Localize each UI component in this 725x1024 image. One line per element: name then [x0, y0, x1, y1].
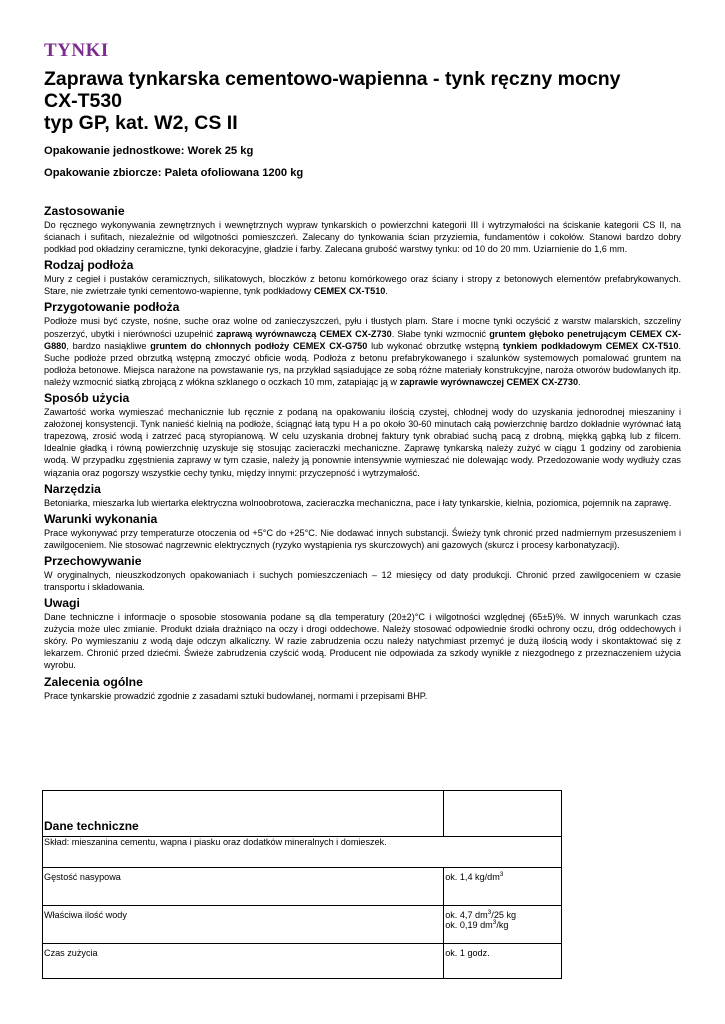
table-header-cell: [43, 791, 444, 837]
category-label: TYNKI: [44, 40, 109, 61]
row-value-density: ok. 1,4 $kg/dm^3$: [444, 868, 562, 906]
section-heading-uwagi: Uwagi: [44, 596, 80, 611]
section-heading-przechowywanie: Przechowywanie: [44, 553, 142, 568]
table-title: Dane techniczne: [44, 819, 139, 833]
section-text-przygotowanie: Podłoże musi być czyste, nośne, suche oraz wolne od zanieczyszczeń, pyłu i tłustych plam. Stare i mocne tynki oczyścić z warstw malarskich, szczeliny poszerzyć, ubytki i nierówności uzupełnić zaprawą wyrównawczą CEMEX CX-Z730. Słabe tynki wzmocnić gruntem głęboko penetrującym CEMEX CX-G880, bardzo nasiąkliwe gruntem do chłonnych podłoży CEMEX CX-G750 lub wykonać obrzutkę wstępną tynkiem podkładowym CEMEX CX-T510. Suche podłoże przed obrzutką wstępną zmoczyć obficie wodą. Podłoża z betonu prefabrykowanego i szalunków systemowych pomalować gruntem na podłoża betonowe. Miejsca narażone na powstawanie rys, na przykład sąsiadujące ze sobą różne materiały konstrukcyjne, naroża otworów budowlanych itp. należy wzmocnić siatką zbrojącą z włókna szklanego o oczkach 10 mm, zatapiając ją w zaprawie wyrównawczej CEMEX CX-Z730.: [44, 316, 682, 387]
table-row: [43, 837, 562, 868]
section-heading-sposob: Sposób użycia: [44, 391, 130, 406]
section-text-narzedzia: Betoniarka, mieszarka lub wiertarka elektryczna wolnoobrotowa, zacieraczka mechaniczna, pace i łaty tynkarskie, kielnia, poziomica, pojemnik na zaprawę.: [44, 497, 672, 508]
section-text-sposob: Zawartość worka wymieszać mechanicznie lub ręcznie z podaną na opakowaniu ilością czystej, chłodnej wody do uzyskania jednorodnej mieszaniny i założonej konsystencji. Tynk nanieść kielnią na podłoże, ściągnąć łatą typu H a po około 30-60 minutach całą powierzchnię bardzo dokładnie wyrównać łatą trapezową, zrosić wodą i zatrzeć pacą styropianową. W celu uzyskania drobnej faktury tynk obrabiać suchą pacą z drobną, miękką gąbką lub z filcem. Idealnie gładką i równą powierzchnię uzyskuje się stosując zacieraczki mechaniczne. Zaprawę tynkarską należy zużyć w ciągu 1 godziny od zarobienia wodą. W przypadku zgęstnienia zaprawy w tym czasie, należy ją ponownie intensywnie wymieszać nie dolewając wody. Przedozowanie wody wydłuży czas wiązania oraz pogorszy wszystkie cechy tynku, między innymi: przyczepność i wytrzymałość.: [44, 407, 681, 478]
section-text-rodzaj: Mury z cegieł i pustaków ceramicznych, silikatowych, bloczków z betonu komórkowego oraz ściany i stropy z betonowych elementów prefabrykowanych. Stare, nie zwietrzałe tynki cementowo-wapienne, tynk podkładowy CEMEX CX-T510.: [44, 274, 681, 297]
section-heading-narzedzia: Narzędzia: [44, 481, 101, 496]
table-row: [43, 868, 562, 906]
section-text-przechowywanie: W oryginalnych, nieuszkodzonych opakowaniach i suchych pomieszczeniach – 12 miesięcy od daty produkcji. Chronić przed zawilgoceniem w czasie transportu i składowania.: [44, 569, 681, 592]
section-heading-przygotowanie: Przygotowanie podłoża: [44, 300, 180, 315]
section-text-zastosowanie: Do ręcznego wykonywania zewnętrznych i wewnętrznych wypraw tynkarskich o powierzchni kategorii III i wytrzymałości na ściskanie kategorii CS II, na ścianach i sufitach, niezależnie od wilgotności pomieszczeń. Zalecany do tynkowania ścian przyziemia, fundamentów i cokołów. Stanowi bardzo dobry podkład pod okładziny ceramiczne, tynki dekoracyjne, gładzie i farby. Zalecana grubość warstwy tynku: od 10 do 20 mm. Uziarnienie do 1,6 mm.: [44, 220, 681, 255]
title-line-1: Zaprawa tynkarska cementowo-wapienna - tynk ręczny mocny: [44, 68, 621, 90]
title-line-2: CX-T530: [44, 90, 123, 112]
table-row: [43, 944, 562, 979]
title-line-3: typ GP, kat. W2, CS II: [44, 112, 238, 134]
product-title: [44, 68, 681, 134]
unit-packaging: Opakowanie jednostkowe: Worek 25 kg: [44, 145, 254, 157]
section-text-uwagi: Dane techniczne i informacje o sposobie stosowania podane są dla temperatury (20±2)°C i wilgotności względnej (65±5)%. W innych warunkach czas zużycia może ulec zmianie. Produkt działa drażniąco na oczy i drogi oddechowe. Należy stosować odpowiednie środki ochrony oczu, dróg oddechowych i skóry. Po wymieszaniu z wodą daje odczyn alkaliczny. W razie zabrudzenia oczu należy natychmiast przemyć je dużą ilością wody i skontaktować się z lekarzem. Chronić przed dziećmi. Świeże zabrudzenia czyścić wodą. Producent nie odpowiada za szkody wynikłe z niezgodnego z przeznaczeniem użycia wyrobu.: [44, 612, 681, 671]
row-label-water: Właściwa ilość wody: [43, 906, 444, 944]
composition-cell: Skład: mieszanina cementu, wapna i piasku oraz dodatków mineralnych i domieszek.: [43, 837, 562, 868]
section-heading-warunki: Warunki wykonania: [44, 511, 158, 526]
document-page: [44, 40, 681, 705]
row-label-density: Gęstość nasypowa: [43, 868, 444, 906]
table-header-empty-cell: [444, 791, 562, 837]
table-header-row: [43, 791, 562, 837]
bulk-packaging: Opakowanie zbiorcze: Paleta ofoliowana 1200 kg: [44, 167, 304, 179]
row-label-pot-life: Czas zużycia: [43, 944, 444, 979]
section-heading-rodzaj: Rodzaj podłoża: [44, 258, 134, 273]
section-text-zalecenia: Prace tynkarskie prowadzić zgodnie z zasadami sztuki budowlanej, normami i przepisami BHP.: [44, 690, 428, 701]
row-value-water: ok. 4,7 $dm^3/25$ kg ok. 0,19 $dm^3/kg$: [444, 906, 562, 944]
section-heading-zastosowanie: Zastosowanie: [44, 204, 125, 218]
section-heading-zalecenia: Zalecenia ogólne: [44, 674, 143, 689]
section-text-warunki: Prace wykonywać przy temperaturze otoczenia od +5°C do +25°C. Nie dodawać innych substancji. Świeży tynk chronić przed nadmiernym przesuszeniem i zawilgoceniem. Nie stosować nagrzewnic elektrycznych (ryzyko wystąpienia rys skurczowych) ani gazowych (skurcz i procesy karbonatyzacji).: [44, 527, 681, 550]
technical-data-table: [42, 790, 562, 979]
table-row: [43, 906, 562, 944]
row-value-pot-life: ok. 1 godz.: [444, 944, 562, 979]
